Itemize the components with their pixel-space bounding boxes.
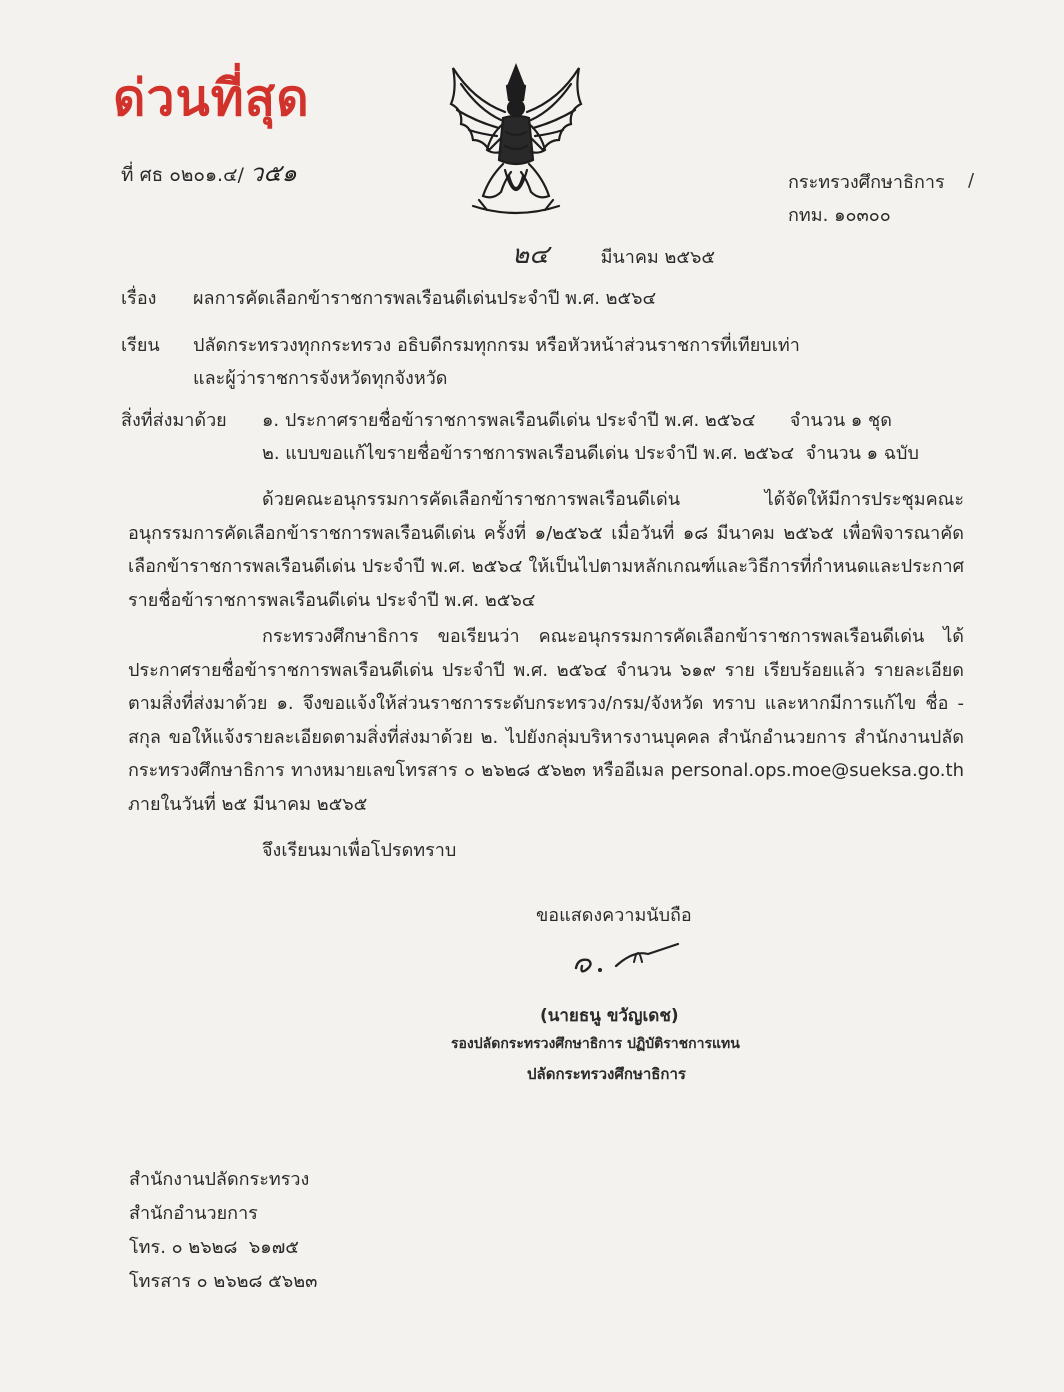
letter-date xyxy=(512,240,715,273)
footer-fax: โทรสาร ๐ ๒๖๒๘ ๕๖๒๓ xyxy=(129,1271,318,1292)
ministry-name: กระทรวงศึกษาธิการ xyxy=(788,172,945,193)
urgency-stamp: ด่วนที่สุด xyxy=(113,69,310,127)
recipient-line-1: ปลัดกระทรวงทุกกระทรวง อธิบดีกรมทุกกรม หรือหัวหน้าส่วนราชการที่เทียบเท่า xyxy=(193,335,800,356)
enclosure-item-2: ๒. แบบขอแก้ไขรายชื่อข้าราชการพลเรือนดีเด่น ประจำปี พ.ศ. ๒๕๖๔ จำนวน ๑ ฉบับ xyxy=(262,443,919,464)
subject-label-text: เรื่อง xyxy=(121,288,157,309)
recipient-line-2: และผู้ว่าราชการจังหวัดทุกจังหวัด xyxy=(193,368,448,389)
regards-line: ขอแสดงความนับถือ xyxy=(536,905,692,926)
signer-name: (นายธนู ขวัญเดช) xyxy=(540,1006,679,1026)
handwritten-reference: ว๕๑ xyxy=(249,159,297,187)
body-paragraph-2: กระทรวงศึกษาธิการ ขอเรียนว่า คณะอนุกรรมการคัดเลือกข้าราชการพลเรือนดีเด่น ได้ประกาศรายชื่อข้าราชการพลเรือนดีเด่น ประจำปี พ.ศ. ๒๕๖๔ จำนวน ๖๑๙ ราย เรียบร้อยแล้ว รายละเอียดตามสิ่งที่ส่งมาด้วย ๑. จึงขอแจ้งให้ส่วนราชการระดับกระทรวง/กรม/จังหวัด ทราบ และหากมีการแก้ไข ชื่อ - สกุล ขอให้แจ้งรายละเอียดตามสิ่งที่ส่งมาด้วย ๒. ไปยังกลุ่มบริหารงานบุคคล สำนักอำนวยการ สำนักงานปลัดกระทรวงศึกษาธิการ ทางหมายเลขโทรสาร ๐ ๒๖๒๘ ๕๖๒๓ หรืออีเมล personal.ops.moe@sueksa.go.th ภายในวันที่ ๒๕ มีนาคม ๒๕๖๕ xyxy=(128,626,964,815)
garuda-emblem-icon xyxy=(443,60,589,220)
handwritten-signature-icon xyxy=(568,936,688,986)
subject-label-wrap xyxy=(121,286,156,312)
footer-office: สำนักงานปลัดกระทรวง xyxy=(129,1169,310,1190)
body-paragraph-1: ด้วยคณะอนุกรรมการคัดเลือกข้าราชการพลเรือนดีเด่น ได้จัดให้มีการประชุมคณะอนุกรรมการคัดเลือกข้าราชการพลเรือนดีเด่น ครั้งที่ ๑/๒๕๖๕ เมื่อวันที่ ๑๘ มีนาคม ๒๕๖๕ เพื่อพิจารณาคัดเลือกข้าราชการพลเรือนดีเด่น ประจำปี พ.ศ. ๒๕๖๔ ให้เป็นไปตามหลักเกณฑ์และวิธีการที่กำหนดและประกาศรายชื่อข้าราชการพลเรือนดีเด่น ประจำปี พ.ศ. ๒๕๖๔ xyxy=(128,489,964,611)
date-month-year: มีนาคม ๒๕๖๕ xyxy=(600,247,716,268)
postcode: กทม. ๑๐๓๐๐ xyxy=(788,205,891,226)
tick-mark-icon: / xyxy=(968,170,975,191)
signer-position-2: ปลัดกระทรวงศึกษาธิการ xyxy=(527,1065,686,1083)
handwritten-day: ๒๔ xyxy=(512,240,549,270)
footer-division: สำนักอำนวยการ xyxy=(129,1203,258,1224)
subject-text: ผลการคัดเลือกข้าราชการพลเรือนดีเด่นประจำปี พ.ศ. ๒๕๖๔ xyxy=(193,288,657,309)
closing-line: จึงเรียนมาเพื่อโปรดทราบ xyxy=(262,840,457,861)
footer-phone: โทร. ๐ ๒๖๒๘ ๖๑๗๕ xyxy=(129,1237,299,1258)
recipient-label: เรียน xyxy=(121,335,160,356)
signer-position-1: รองปลัดกระทรวงศึกษาธิการ ปฏิบัติราชการแทน xyxy=(451,1036,740,1052)
enclosure-label: สิ่งที่ส่งมาด้วย xyxy=(121,410,227,431)
reference-prefix: ที่ ศธ ๐๒๐๑.๔/ xyxy=(121,164,244,186)
enclosure-item-1: ๑. ประกาศรายชื่อข้าราชการพลเรือนดีเด่น ประจำปี พ.ศ. ๒๕๖๔ จำนวน ๑ ชุด xyxy=(262,410,892,431)
footer-contact xyxy=(129,1163,317,1299)
reference-number xyxy=(121,160,297,188)
